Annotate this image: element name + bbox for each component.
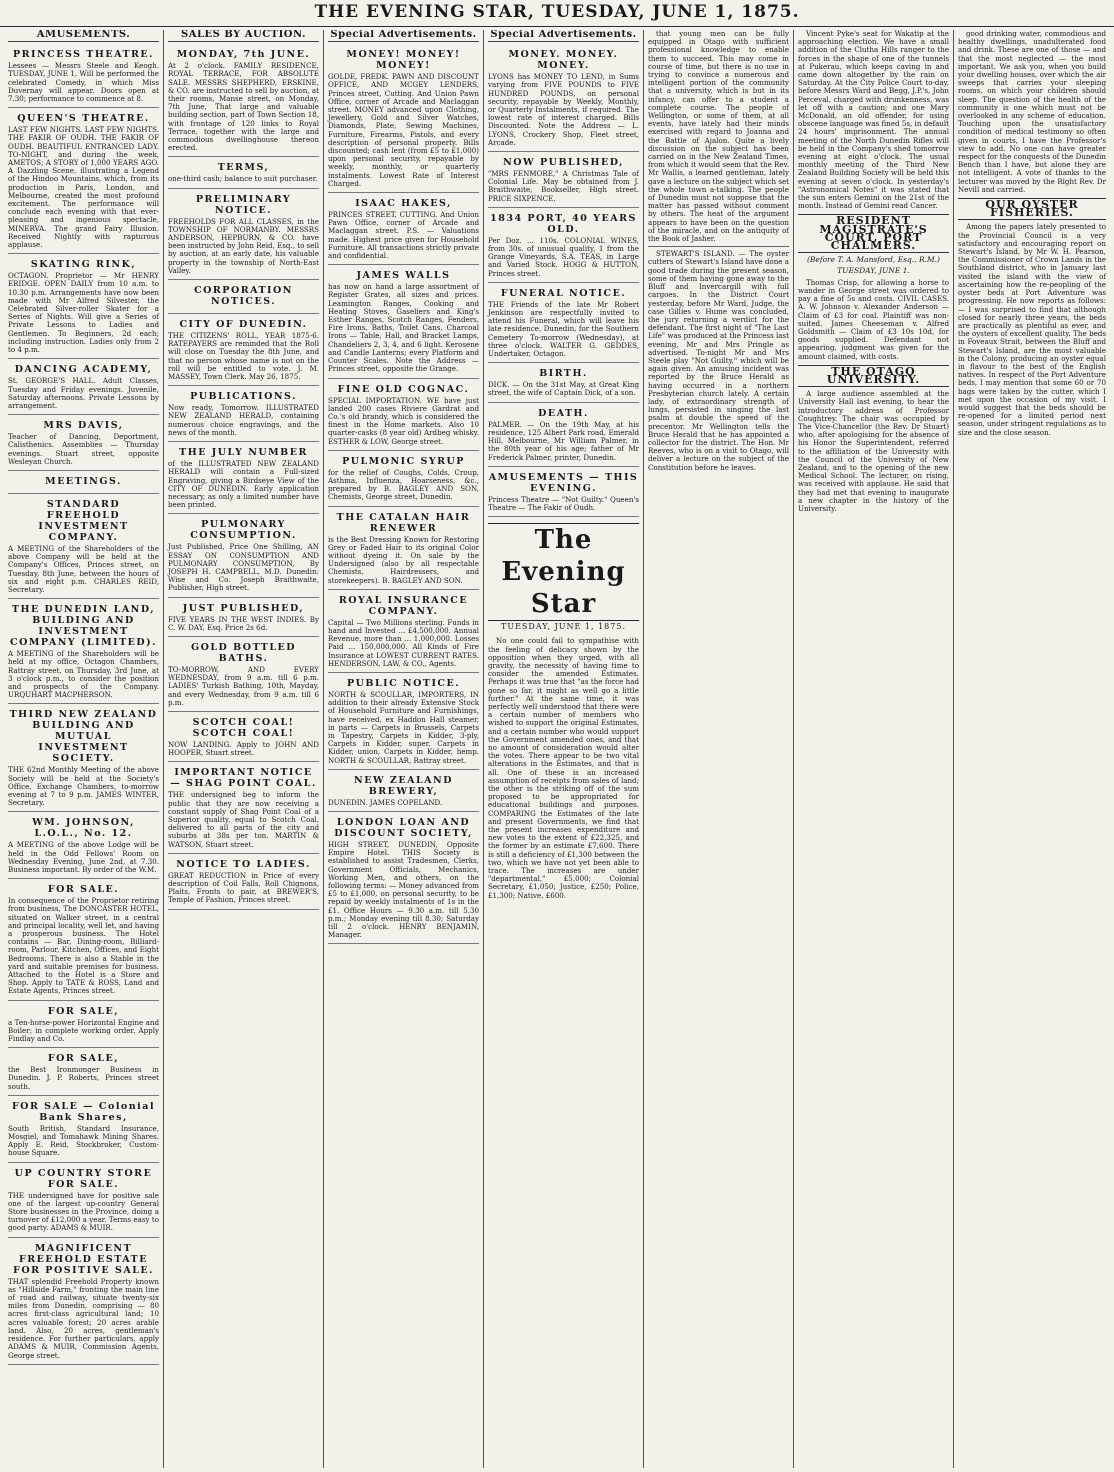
ad-title: JUST PUBLISHED, [182,602,305,614]
advertisement [8,706,159,812]
advertisement [8,1165,159,1238]
advertisement [168,639,319,712]
ad-title: QUEEN'S THEATRE. [17,113,150,125]
advertisement [8,1003,159,1049]
ad-title: JAMES WALLS [356,270,451,282]
advertisement [488,405,639,467]
ad-body: FIVE YEARS IN THE WEST INDIES. By C. W. DAY, Esq. Price 2s 6d. [168,614,319,632]
advertisement [168,388,319,442]
ad-title: PUBLICATIONS. [190,391,297,403]
oyster-report: Among the papers lately presented to the Provincial Council is a very satisfactory and encouraging report on Stewart's Island, by Mr W. H. Pearson, the Commissioner of Crown Lands in the Southland district, who in January last visited the island with the view of ascertaining how the re-peopling of the oyster beds at Port Adventure was progressing. He now reports as follows: — I was surprised to find that although closed for nearly three years, the beds are practically as plentiful as ever, and the oysters of excellent quality. The beds in Foveaux Strait, between the Bluff and Stewart's Island, are the most valuable in the Colony, producing an oyster equal in flavour to the best of the English natives. In respect of the Port Adventure beds, I may mention that some 60 or 70 bags were taken by the cutter, which I met upon the occasion of my visit. I would suggest that the beds should be re-opened for a limited period next season, under stringent regulations as to size and the close season. [958,222,1107,437]
advertisement [8,1098,159,1163]
ad-title: DANCING ACADEMY, [14,364,153,376]
ad-body: HIGH STREET, DUNEDIN, Opposite Empire Hotel. THIS Society is established to assist Tradesmen, Clerks, Government Officials, Mechanics, Working Men, and others, on the following terms: — Money advanced from £5 to £1,000, on personal security, to be repaid by weekly instalments of 1s in the £1. Office Hours — 9.30 a.m. till 5.30 p.m.; Monday evening till 8.30; Saturday till 2 o'clock. HENRY BENJAMIN, Manager. [328,840,479,940]
ad-title: NOW PUBLISHED, [503,157,624,169]
advertisement [168,764,319,853]
ad-body: THE Friends of the late Mr Robert Jenkinson are respectfully invited to attend his Funeral, which will leave his late residence, Dunedin, for the Southern Cemetery To-morrow (Wednesday), at three o'clock. WALTER G. GEDDES, Undertaker, Octagon. [488,299,639,359]
ad-body: St. GEORGE'S HALL. Adult Classes, Tuesday and Friday evenings. Juvenile, Saturday afternoons. Private Lessons by arrangement. [8,376,159,410]
advertisement [8,1240,159,1365]
advertisement [328,267,479,378]
ad-body: PRINCES STREET, CUTTING. And Union Pawn Office, corner of Arcade and Maclaggan street. P.S. — Valuations made. Highest price given for Household Furniture. All transactions strictly private and confidential. [328,210,479,261]
ad-body: DICK. — On the 31st May, at Great King street, the wife of Captain Dick, of a son. [488,380,639,398]
column-1 [4,30,164,1468]
court-date: TUESDAY, JUNE 1. [837,266,910,276]
ad-title: MONEY! MONEY! MONEY! [346,49,461,72]
column-header: Special Advertisements. [328,31,479,42]
news-paragraphs: Vincent Pyke's seat for Wakatip at the approaching election. We have a small addition of the Clutha Hills ranger to the forces in the shape of one of the tunnels at Pukerau, which keeps caving in and came down altogether by the rain on Saturday. At the City Police Court to-day, before Messrs Ward and Begg, J.P.'s, John Perceval, charged with drunkenness, was let off with a caution; and one Mary McDonald, an old offender, for using obscene language was fined 5s, in default 24 hours' imprisonment. The annual meeting of the North Dunedin Rifles will be held in the Company's shed tomorrow evening at eight o'clock. The usual monthly meeting of the Third New Zealand Building Society will be held this evening at seven o'clock. In yesterday's "Astronomical Notes" it was stated that the sun enters Gemini on the 21st of the month. Instead of Gemini read Cancer. [798,30,949,211]
ad-title: CORPORATION NOTICES. [194,285,293,308]
ad-title: PULMONARY CONSUMPTION. [190,519,297,542]
ad-body: for the relief of Coughs, Colds, Croup, Asthma, Influenza, Hoarseness, &c., prepared by B. BAGLEY AND SON, Chemists, George street, Dunedin. [328,467,479,502]
advertisement [168,191,319,280]
column-3 [324,30,484,1468]
advertisement [8,496,159,599]
ad-body: OCTAGON. Proprietor — Mr HENRY ERIDGE. OPEN DAILY from 10 a.m. to 10.30 p.m. Arrangements have now been made with Mr Alfred Silvester, the Celebrated Silver-roller Skater for a Series of Nights. Will give a Series of Private Lessons to Ladies and Gentlemen. To Beginners, 2d each; including instruction. Ladies only from 2 to 4 p.m. [8,271,159,355]
advertisement [8,1050,159,1096]
ad-title: PULMONIC SYRUP [342,455,465,467]
ad-title: SCOTCH COAL! SCOTCH COAL! [192,716,295,739]
ad-title: MONDAY, 7th JUNE. [176,49,311,61]
ad-body: THE CITIZENS' ROLL, YEAR 1875-6. RATEPAYERS are reminded that the Roll will close on Tuesday the 8th June, and that no person whose name is not on the roll will be entitled to vote. J. M. MASSEY, Town Clerk. May 26, 1875. [168,331,319,382]
university-report: A large audience assembled at the University Hall last evening, to hear the introductory address of Professor Coughtrey. The chair was occupied by The Vice-Chancellor (the Rev. Dr Stuart) who, after apologising for the absence of his Honor the Superintendent, referred to the affiliation of the University with the Council of the University of New Zealand, and to the opening of the new Medical School. The lecturer, on rising, was received with applause. He said that they had met that evening to inaugurate a new chapter in the history of the University. [798,389,949,513]
ad-body: GOLDE, FREDK. PAWN AND DISCOUNT OFFICE, AND MCGEY LENDERS, Princes street, Cutting. And Union Pawn Office, corner of Arcade and Maclaggan street. MONEY advanced upon Clothing, Jewellery, Gold and Silver Watches, Diamonds, Plate, Sewing Machines, Furniture, Firearms, Pistols, and every description of personal property. Bills discounted; cash lent (from £5 to £1,000) upon personal security, repayable by weekly, monthly, or quarterly instalments. Lowest Rate of Interest Charged. [328,72,479,188]
ad-title: LONDON LOAN AND DISCOUNT SOCIETY, [334,817,473,839]
ad-title: NEW ZEALAND BREWERY, [354,774,453,797]
ad-title: NOTICE TO LADIES. [176,858,311,870]
ad-body: A MEETING of the Shareholders of the above Company will be held at the Company's Offices, Princes street, on Tuesday, 8th June, between the hours of six and eight p.m. CHARLES REID, Secretary. [8,543,159,594]
advertisement [488,285,639,363]
court-subtitle: (Before T. A. Mansford, Esq., R.M.) [806,255,940,265]
ad-body: THE undersigned beg to inform the public that they are now receiving a constant supply of Shag Point Coal of a Superior quality, equal to Scotch Coal, delivered to all parts of the city and suburbs at 38s per ton. MARTIN & WATSON, Stuart street. [168,790,319,849]
ad-title: MAGNIFICENT FREEHOLD ESTATE FOR POSITIVE SALE. [13,1242,154,1276]
ad-title: FOR SALE. [47,884,120,896]
masthead [0,0,1114,27]
ad-title: 1834 PORT, 40 YEARS OLD. [490,212,637,235]
advertisement [8,110,159,254]
advertisement [328,772,479,812]
ad-body: NOW LANDING. Apply to JOHN AND HOOPER, Stuart street. [168,739,319,758]
ad-body: THE undersigned have for positive sale one of the largest up-country General Store businesses in the Province, doing a turnover of £12,000 a year. Terms easy to good party. ADAMS & MUIR. [8,1190,159,1233]
ad-title: AMUSEMENTS — THIS EVENING. [488,471,639,494]
ad-title: MEETINGS. [45,475,122,487]
ad-body: the Best Ironmonger Business in Dunedin. J. P. Roberts, Princes street south. [8,1065,159,1091]
ad-body: THAT splendid Freehold Property known as "Hillside Farm," fronting the main line of road and railway, situate twenty-six miles from Dunedin, comprising — 80 acres first-class agricultural land; 10 acres valuable forest; 20 acres arable land. Also, 20 acres, gentleman's residence. For further particulars, apply ADAMS & MUIR, Commission Agents, George street. [8,1276,159,1360]
ad-title: PUBLIC NOTICE. [346,677,461,689]
ad-title: MRS DAVIS, [43,420,124,432]
ad-title: CITY OF DUNEDIN. [179,319,308,331]
ad-title: FOR SALE — Colonial Bank Shares, [11,1100,156,1123]
ad-body: a Ten-horse-power Horizontal Engine and Boiler; in complete working order. Apply Findlay and Co. [8,1017,159,1044]
ad-title: FUNERAL NOTICE. [500,287,627,299]
ad-body: Just Published, Price One Shilling, AN ESSAY ON CONSUMPTION AND PULMONARY CONSUMPTION, By JOSEPH H. CAMPBELL, M.D. Dunedin: Wise and Co. Joseph Braithwaite, Publisher, High street. [168,542,319,593]
ad-title: FOR SALE, [47,1005,120,1017]
advertisement [328,592,479,673]
nameplate: The Evening Star [488,523,639,621]
ad-title: ISAAC HAKES, [355,198,452,210]
ad-body: LYONS has MONEY TO LEND, in Sums varying from FIVE POUNDS to FIVE HUNDRED POUNDS, on personal security, repayable by Weekly, Monthly, or Quarterly Instalments, if required. The lowest rate of interest charged. Bills Discounted. Note the Address — L. LYONS, Crockery Shop, Fleet street, Arcade. [488,72,639,147]
advertisement [328,675,479,770]
advertisement [168,600,319,637]
ad-title: BIRTH. [539,368,588,380]
ad-body: Capital — Two Millions sterling. Funds in hand and Invested ... £4,500,000. Annual Revenue, more than ... 1,000,000. Losses Paid ... 150,000,000. All Kinds of Fire Insurance at LOWEST CURRENT RATES. HENDERSON, LAW, & CO., Agents. [328,617,479,668]
advertisement [8,473,159,494]
advertisement [328,381,479,451]
masthead-title: THE EVENING STAR, TUESDAY, JUNE 1, 1875. [314,2,800,22]
column-5 [644,30,794,1468]
ad-body: Teacher of Dancing, Deportment, Calisthenics. Assemblies — Thursday evenings. Stuart street, opposite Wesleyan Church. [8,432,159,466]
column-header: Special Advertisements. [488,31,639,42]
advertisement [328,509,479,590]
ad-body: "MRS FENMORE," A Christmas Tale of Colonial Life. May be obtained from J. Braithwaite, Bookseller, High street. PRICE SIXPENCE. [488,169,639,203]
ad-body: Lessees — Messrs Steele and Keogh. TUESDAY, JUNE 1, Will be performed the celebrated Comedy, in which Miss Duvernay will appear. Doors open at 7.30; performance to commence at 8. [8,61,159,104]
ad-body: Now ready, Tomorrow. ILLUSTRATED NEW ZEALAND HERALD, containing numerous choice engravings, and the news of the month. [168,403,319,437]
ad-title: ROYAL INSURANCE COMPANY. [338,594,469,617]
advertisement [168,714,319,762]
ad-title: UP COUNTRY STORE FOR SALE. [14,1167,153,1190]
ad-body: is the Best Dressing Known for Restoring Grey or Faded Hair to its original Color without dyeing it. On sale by the Undersigned (also by all respectable Chemists, Hairdressers, and storekeepers). B. BAGLEY AND SON. [328,534,479,585]
ad-body: Per Doz. ... 110s. COLONIAL WINES, from 30s. of unusual quality, 1 from the Grange Vineyards, S.A. TEAS, in Large and Varied Stock. HOGG & HUTTON, Princes street. [488,235,639,278]
ad-body: TO-MORROW, AND EVERY WEDNESDAY, from 9 a.m. till 6 p.m. LADIES' Turkish Bathing, 10th, Mayday, and every Wednesday, from 9 a.m. till 6 p.m. [168,664,319,707]
column-2 [164,30,324,1468]
ad-title: TERMS, [217,162,270,174]
ad-body: A MEETING of the Shareholders will be held at my office, Octagon Chambers, Rattray street, on Thursday, 3rd June, at 3 o'clock p.m., to consider the position and prospects of the Company. URQUHART MACPHERSON. [8,649,159,700]
ad-body: one-third cash; balance to suit purchaser. [168,174,318,184]
ad-title: WM. JOHNSON, L.O.L., No. 12. [32,817,135,840]
ad-body: South British, Standard Insurance, Mosgiel, and Tomahawk Mining Shares. Apply E. Reid, Stockbroker, Custom-house Square. [8,1123,159,1158]
advertisement [328,195,479,265]
ad-title: THE CATALAN HAIR RENEWER [336,511,471,534]
advertisement [8,601,159,704]
advertisement [8,256,159,359]
advertisement [168,516,319,597]
ad-body: of the ILLUSTRATED NEW ZEALAND HERALD will contain a Full-sized Engraving, giving a Birdseye View of the CITY OF DUNEDIN. Early application necessary, as only a limited number have been printed. [168,459,319,510]
column-header: SALES BY AUCTION. [168,31,319,42]
advertisement [488,365,639,402]
ad-body: NORTH & SCOULLAR, IMPORTERS, IN addition to their already Extensive Stock of Household Furniture and Furnishings, have received, ex Haddon Hall steamer, in parts — Carpets in Brussels, Carpets in Tapestry, Carpets in Kidder, 3-ply, Carpets in Kidder, super, Carpets in Kidder, union, Carpets in Kidder, hemp. NORTH & SCOULLAR, Rattray street. [328,689,479,765]
ad-title: THE DUNEDIN LAND, BUILDING AND INVESTMENT COMPANY (LIMITED). [10,604,157,649]
advertisement [488,154,639,208]
ad-body: A MEETING of the above Lodge will be held in the Odd Fellows' Room on Wednesday Evening, June 2nd, at 7.30. Business important. By order of the W.M. [8,840,159,874]
advertisement [168,444,319,514]
ad-title: DEATH. [538,407,589,419]
advertisement [488,469,639,517]
ad-body: In consequence of the Proprietor retiring from business, The DONCASTER HOTEL, situated on Walker street, in a central and principal locality, well let, and having a prosperous business. The Hotel contains — Bar, Dining-room, Billiard-room, Parlour, Kitchen, Offices, and Eight Bedrooms. There is also a Stable in the yard and suitable premises for business. Attached to the Hotel is a Store and Shop. Apply to TATE & ROSS, Land and Estate Agents, Princes street. [8,896,159,996]
ad-title: IMPORTANT NOTICE — SHAG POINT COAL. [170,767,317,790]
ad-title: FOR SALE, [47,1053,120,1065]
advertisement [8,361,159,415]
ad-title: STANDARD FREEHOLD INVESTMENT COMPANY. [38,498,129,543]
ad-title: GOLD BOTTLED BATHS. [190,641,297,664]
advertisement [8,881,159,1000]
court-title: RESIDENT MAGISTRATE'S COURT, PORT CHALMERS. [798,214,949,253]
advertisement [8,814,159,879]
ad-body: DUNEDIN. JAMES COPELAND. [328,797,443,807]
column-4 [484,30,644,1468]
column-header: AMUSEMENTS. [8,31,159,42]
divider [648,246,789,247]
ad-body: Princess Theatre — "Not Guilty." Queen's Theatre — The Fakir of Oudh. [488,494,639,512]
columns [4,30,1110,1468]
dateline: TUESDAY, JUNE 1, 1875. [500,622,626,632]
ad-body: LAST FEW NIGHTS. LAST FEW NIGHTS. THE FAKIR OF OUDH. THE FAKIR OF OUDH. BEAUTIFUL ENTRANCED LADY. TO-NIGHT, and during the week, AMETOS; A STORY of 1,000 YEARS AGO. A Dazzling Scene, illustrating a Legend of the Hindoo Mountains, which, from its production in Paris, London, and Melbourne, created the most profound excitement. The performance will conclude each evening with that ever-pleasing and ingenious spectacle, MINERVA. The grand Fairy Illusion. Received Nightly with rapturous applause. [8,125,159,250]
ad-title: FINE OLD COGNAC. [337,383,470,395]
ad-body: At 2 o'clock. FAMILY RESIDENCE, ROYAL TERRACE, FOR ABSOLUTE SALE. MESSRS SHEPHERD, ERSKINE, & CO. are instructed to sell by auction, at their rooms, Manse street, on Monday, 7th June, That large and valuable building section, part of Town Section 18, with frontage of 120 links to Royal Terrace, together with the large and commodious dwellinghouse thereon erected. [168,61,319,153]
ad-body: SPECIAL IMPORTATION. WE have just landed 200 cases Riviere Gardrat and Co.'s old brandy, which is considered the finest in the Home markets. Also 10 quarter-casks (8 year old) Ardbeg whisky. ESTHER & LOW, George street. [328,395,479,446]
col4-ad-list [488,46,639,517]
ad-title: THE JULY NUMBER [179,447,308,459]
advertisement [168,316,319,386]
column-6 [794,30,954,1468]
advertisement [488,46,639,152]
col2-ad-list [168,46,319,909]
news-paragraphs: good drinking water, commodious and healthy dwellings, unadulterated food and drink. These are one of those — and that the most neglected — the most important. We ask you, when you build your dwelling houses, over which the air sweeps that carries your sleeping rooms, on which your children should sleep. The question of the health of the community is one which must not be overlooked in any scheme of education. Touching upon the unsatisfactory condition of medical testimony so often given in courts, I have the Professor's view to add. No one can have greater respect for the conquests of the Dunedin Bench than I have, but alone they are not intelligent. A vote of thanks to the lecturer was moved by the Right Rev. Dr Nevill and carried. [958,30,1106,194]
advertisement [8,417,159,471]
advertisement [168,856,319,910]
ad-body: THE 62nd Monthly Meeting of the above Society will be held at the Society's Office, Exchange Chambers, to-morrow evening at 7 to 9 p.m. JAMES WINTER, Secretary. [8,765,159,808]
ad-body: has now on hand a large assortment of Register Grates, all sizes and prices. Leamington Ranges, Cooking and Heating Stoves, Gaseliers and King's Esther Ranges, Scotch Ranges, Fenders, Fire Irons, Baths, Toilet Cans, Charcoal Irons — Table, Hall, and Bracket Lamps, Chandeliers 2, 3, 4, and 6 light. Kerosene and Candle Lanterns; every Platform and Counter Scales. Note the Address — Princes street, opposite the Grange. [328,282,479,374]
oyster-title: OUR OYSTER FISHERIES. [958,198,1106,220]
advertisement [328,46,479,193]
advertisement [488,210,639,283]
ad-body: PALMER. — On the 19th May, at his residence, 125 Albert Park road, Emerald Hill, Melbourne, Mr William Palmer, in the 80th year of his age; father of Mr Frederick Palmer, printer, Dunedin. [488,419,639,462]
leader-continued: that young men can be fully equipped in Otago with sufficient professional knowledge to enable them to succeed. This may come in course of time, but there is no use in trying to convince a numerous and intelligent portion of the community that a university, which is but in its infancy, can offer to a student a complete course. The people of Wellington, or some of them, at all events, have lately had their minds exercised with regard to Joanna and the Battle of Ajalon. Quite a lively discussion on the subject has been carried on in the New Zealand Times, from which it would seem that the Rev. Mr Wallis, a learned gentleman, lately gave a lecture on the subject which set the whole town a-talking. The people of Dunedin must not suppose that the matter has passed without comment by others. The heat of the argument appears to have been on the question of the miracle, and on the antiquity of the Book of Jasher. [648,30,790,244]
advertisement [8,46,159,108]
advertisement [168,159,319,188]
ad-body: GREAT REDUCTION in Price of every description of Coil Falls, Roll Chignons, Plaits, Fronts to pair, at BREWER'S, Temple of Fashion, Princes street. [168,870,319,905]
advertisement [328,453,479,507]
leader-article: No one could fail to sympathise with the feeling of delicacy shown by the opposition when they urged, with all gravity, the necessity of having time to consider the amended Estimates. Perhaps it was true that "as the force had gone so far, it might as well go a little further." At the same time, it was perfectly well understood that there were a certain number of members who wished to support the original Estimates, and a certain number who would support the Government amended ones, and that no amount of consideration would alter the votes. There appear to be two vital alterations in the Estimates, and that is all. One of these is an increased assumption of receipts from sales of land; the other is the striking off of the sum proposed to be appropriated for educational buildings and purposes. COMPARING the Estimates of the late and present Governments, we find that the present increases expenditure and new votes to the extent of £22,325, and the former by an estimate £7,600. There is still a deficiency of £1,300 between the two, which we have not yet been able to trace. The increases are under "departmental," £5,000; Colonial Secretary, £1,050; Justice, £250; Police, £1,300; Native, £600. [488,636,639,900]
ad-title: SKATING RINK, [30,259,137,271]
ad-body: FREEHOLDS FOR ALL CLASSES, in the TOWNSHIP OF NORMANBY. MESSRS ANDERSON, HEPBURN, & CO. have been instructed by John Reid, Esq., to sell by auction, at an early date, his valuable property in the township of North-East Valley. [168,216,319,275]
advertisement [328,814,479,944]
court-report: Thomas Crisp, for allowing a horse to wander in George street was ordered to pay a fine of 5s and costs. CIVIL CASES. A. W. Johnson v. Alexander Anderson — Claim of £3 for coal. Plaintiff was non-suited. James Cheeseman v. Alfred Goldsmith — Claim of £3 10s 10d, for goods supplied. Defendant not appearing, judgment was given for the amount claimed, with costs. [798,277,949,361]
ad-title: PRELIMINARY NOTICE. [195,193,292,216]
col3-ad-list [328,46,479,944]
col1-ad-list [8,46,159,1365]
ad-title: PRINCESS THEATRE. [13,49,154,61]
advertisement [168,46,319,157]
advertisement [168,282,319,314]
column-7 [954,30,1110,1468]
news-paragraphs: STEWART'S ISLAND. — The oyster cutters of Stewart's Island have done a good trade during the present season, some of them having gone away to the Bluff and Invercargill with full cargoes. In the District Court yesterday, before Mr Ward, Judge, the case Gillies v. Hume was concluded, the jury returning a verdict for the defendant. The first night of "The Last Life" was produced at the Princess last evening, Mr and Mrs Pringle as advertised. To-night Mr and Mrs Steele play "Not Guilty," which will be again given. An amusing incident was reported by the Bruce Herald as having occurred in a northern Presbyterian church lately. A certain lady, of extraordinary strength of lungs, persisted in singing the last psalm at double the speed of the precentor. Mr Wellington tells the Bruce Herald that he has appointed a collector for the district. The Hon. Mr Reeves, who is on a visit to Otago, will deliver a lecture on the subject of the Constitution before he leaves. [648,249,789,472]
university-title: THE OTAGO UNIVERSITY. [798,365,949,387]
ad-title: THIRD NEW ZEALAND BUILDING AND MUTUAL INVESTMENT SOCIETY. [9,709,158,765]
ad-title: MONEY. MONEY. MONEY. [508,49,619,72]
